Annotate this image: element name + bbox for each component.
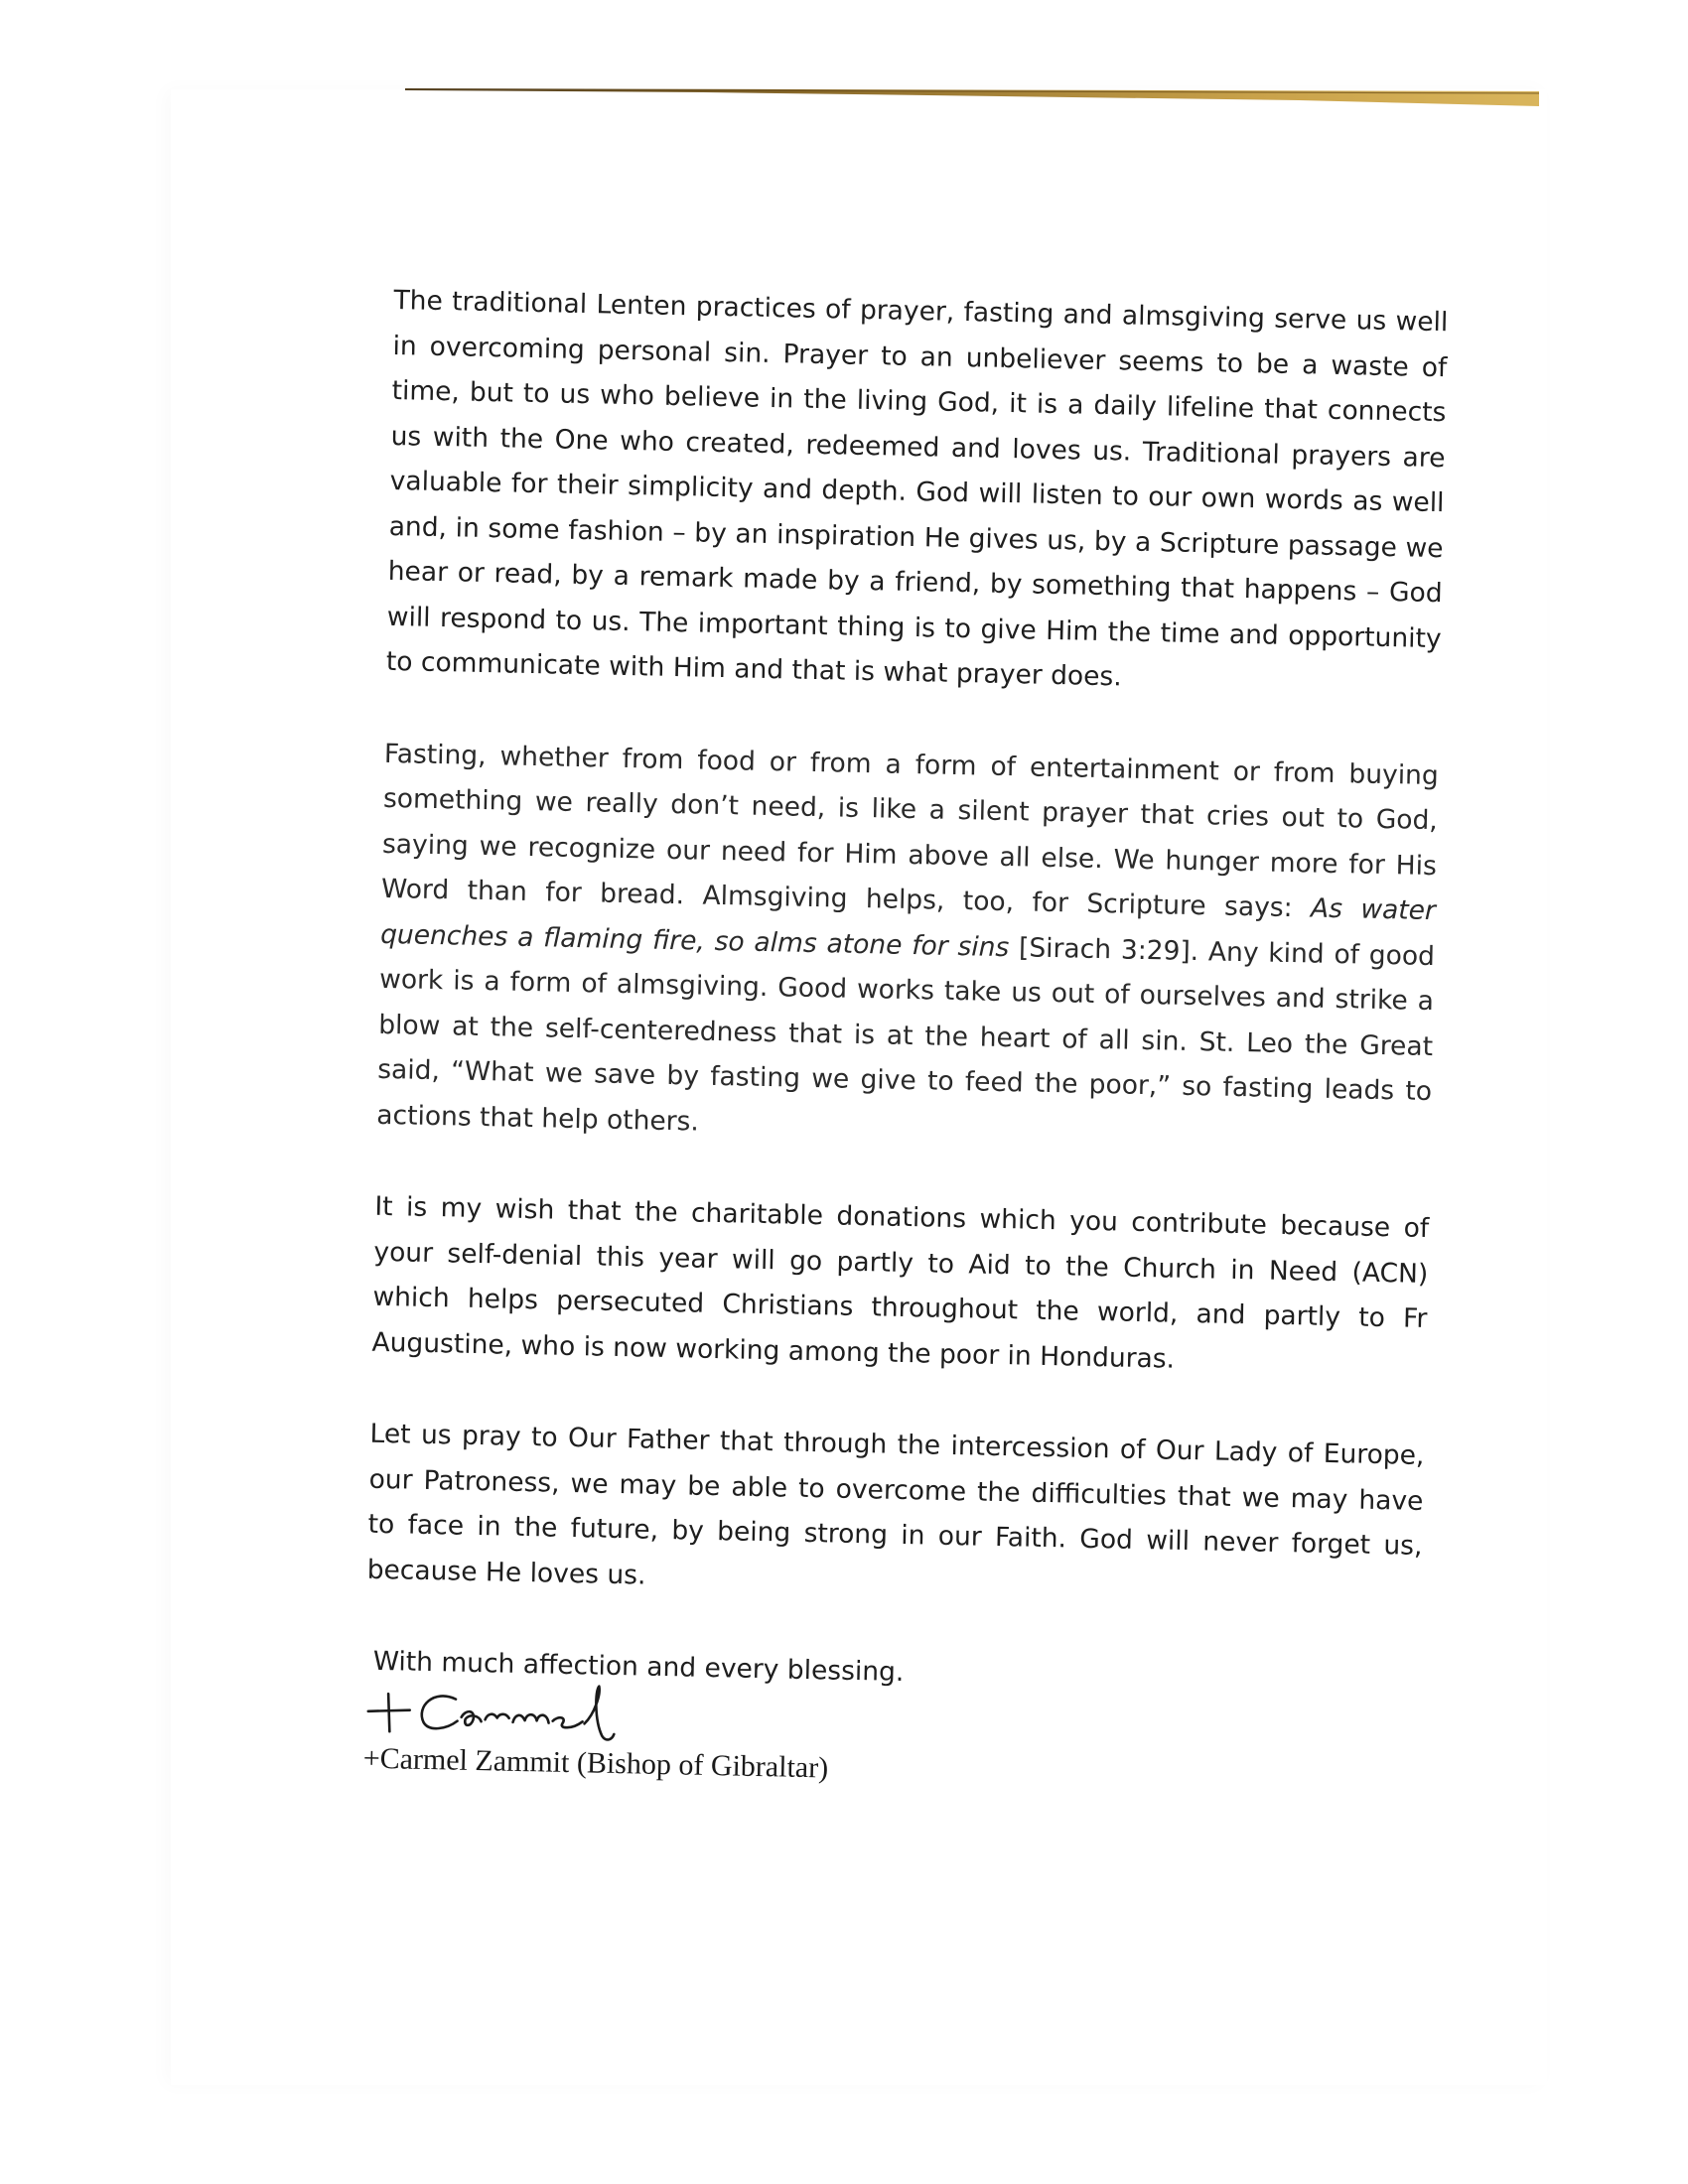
closing-salutation: With much affection and every blessing. [372,1645,905,1689]
gold-header-rule [405,85,1539,109]
scripture-quote: As water quenches a flaming fire, so alms atone for sins [379,892,1437,963]
signatory-name: +Carmel Zammit (Bishop of Gibraltar) [362,1741,829,1785]
paragraph-closing-prayer: Let us pray to Our Father that through the intercession of Our Lady of Europe, our Patroness, we may be able to overcome the difficulties that we may have to face in the future, by being strong in our Faith. God will never forget us, because He loves us. [366,1418,1425,1591]
paragraph-donations: It is my wish that the charitable donations which you contribute because of your self-denial this year will go partly to Aid to the Church in Need (ACN) which helps persecuted Christians throughout the world, and partly to Fr Augustine, who is now working among the poor in Honduras. [371,1190,1430,1375]
paragraph-prayer: The traditional Lenten practices of prayer, fasting and almsgiving serve us well in overcoming personal sin. Prayer to an unbeliever seems to be a waste of time, but to us who believe in the living God, it is a daily lifeline that connects us with the One who created, redeemed and loves us. Traditional prayers are valuable for their simplicity and depth. God will listen to our own words as well and, in some fashion – by an inspiration He gives us, by a Scripture passage we hear or read, by a remark made by a friend, by something that happens – God will respond to us. The important thing is to give Him the time and opportunity to communicate with Him and that is what prayer does. [385,284,1449,693]
letter-body [362,278,1448,1799]
paragraph-fasting [376,731,1439,1160]
fasting-text-end: [Sirach 3:29]. Any kind of good work is a form of almsgiving. Good works take us out of ourselves and strike a blow at the self-centeredness that is at the heart of all sin. St. Leo the Great said, “What we save by fasting we give to feed the poor,” so fasting leads to actions that help others. [376,931,1436,1138]
fasting-text-start: Fasting, whether from food or from a form of entertainment or from buying something we really don’t need, is like a silent prayer that cries out to God, saying we recognize our need for Him above all else. We hunger more for His Word than for bread. Almsgiving helps, too, for Scripture says: [380,738,1440,924]
